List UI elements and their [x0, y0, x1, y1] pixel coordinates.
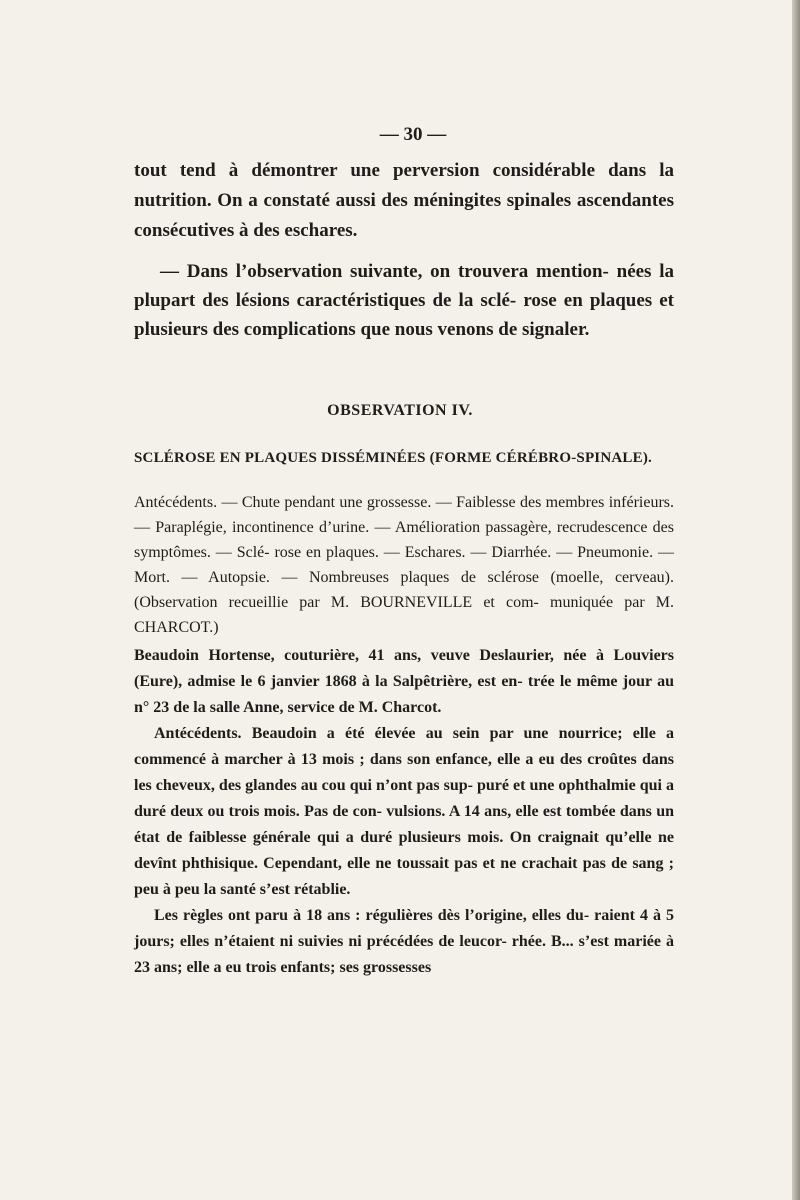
observation-body [134, 643, 674, 981]
observation-title: OBSERVATION IV. [327, 402, 473, 419]
intro-paragraph: tout tend à démontrer une perversion considérable dans la nutrition. On a constaté aussi des méningites spinales ascendantes consécutives à des eschares. [134, 160, 674, 241]
page-number: — 30 — [379, 124, 447, 145]
page-edge [792, 0, 800, 1200]
body-paragraph-3: Les règles ont paru à 18 ans : régulières dès l’origine, elles du- raient 4 à 5 jours; elles n’étaient ni suivies ni précédées de leucor- rhée. B... s’est mariée à 23 ans; elle a eu trois enfants; ses grossesses [134, 907, 674, 976]
body-paragraph-1: Beaudoin Hortense, couturière, 41 ans, veuve Deslaurier, née à Louviers (Eure), admise le 6 janvier 1868 à la Salpêtrière, est en- trée le même jour au n° 23 de la salle Anne, service de M. Charcot. [134, 647, 674, 716]
transition-paragraph: — Dans l’observation suivante, on trouvera mention- nées la plupart des lésions caractéristiques de la sclé- rose en plaques et plusieurs des complications que nous venons de signaler. [134, 261, 674, 340]
observation-subtitle: SCLÉROSE EN PLAQUES DISSÉMINÉES (FORME CÉRÉBRO-SPINALE). [134, 450, 652, 466]
observation-summary: Antécédents. — Chute pendant une grossesse. — Faiblesse des membres inférieurs. — Paraplégie, incontinence d’urine. — Amélioration passagère, recrudescence des symptômes. — Sclé- rose en plaques. — Eschares. — Diarrhée. — Pneumonie. — Mort. — Autopsie. — Nombreuses plaques de sclérose (moelle, cerveau). (Observation recueillie par M. BOURNEVILLE et com- muniquée par M. CHARCOT.) [134, 494, 674, 636]
body-paragraph-2: Antécédents. Beaudoin a été élevée au sein par une nourrice; elle a commencé à marcher à 13 mois ; dans son enfance, elle a eu des croûtes dans les cheveux, des glandes au cou qui n’ont pas sup- puré et une ophthalmie qui a duré deux ou trois mois. Pas de con- vulsions. A 14 ans, elle est tombée dans un état de faiblesse générale qui a duré plusieurs mois. On craignait qu’elle ne devînt phthisique. Cependant, elle ne toussait pas et ne crachait pas de sang ; peu à peu la santé s’est rétablie. [134, 725, 674, 898]
